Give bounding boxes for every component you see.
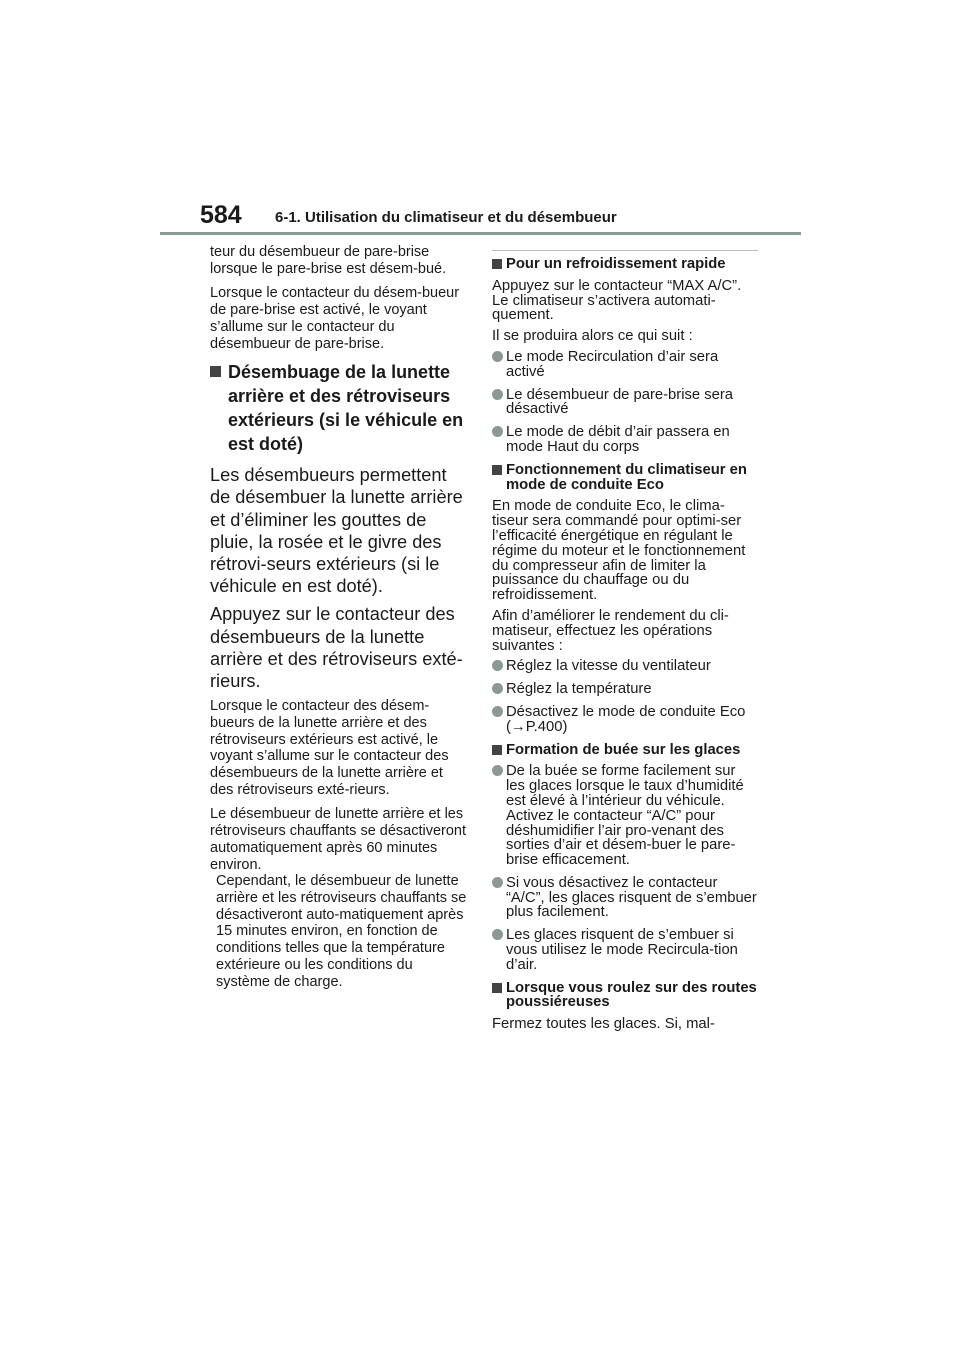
left-paragraph-6a: Le désembueur de lunette arrière et les rétroviseurs chauffants se désactiveront automatiquement après 60 minutes environ. (210, 806, 467, 873)
left-paragraph-6b: Cependant, le désembueur de lunette arrière et les rétroviseurs chauffants se désactiveront auto-matiquement après 15 minutes environ, en fonction de conditions telles que la température extérieure ou les conditions du système de charge. (216, 873, 467, 990)
square-bullet-icon (492, 259, 502, 269)
bullet-item (492, 682, 758, 697)
page-number: 584 (200, 201, 242, 229)
bullet-text: Les glaces risquent de s’embuer si vous utilisez le mode Recircula-tion d’air. (506, 927, 738, 973)
bullet-item (492, 876, 758, 920)
round-bullet-icon (492, 706, 503, 717)
square-bullet-icon (492, 465, 502, 475)
right-paragraph-1b: Le climatiseur s’activera automati-quement. (492, 292, 716, 324)
left-column (210, 244, 468, 998)
square-bullet-icon (492, 745, 502, 755)
square-bullet-icon (210, 366, 221, 377)
square-bullet-icon (492, 983, 502, 993)
left-paragraph-2: Lorsque le contacteur du désem-bueur de pare-brise est activé, le voyant s’allume sur le contacteur du désembueur de pare-brise. (210, 285, 460, 352)
round-bullet-icon (492, 426, 503, 437)
round-bullet-icon (492, 765, 503, 776)
left-heading (210, 360, 468, 456)
bullet-item (492, 350, 758, 380)
bullet-text: De la buée se forme facilement sur les glaces lorsque le taux d’humidité est élevé à l’intérieur du véhicule. Activez le contacteur “A/C” pour déshumidifier l’air pro-venant des sorties d’air et désem-buer le pare-brise efficacement. (506, 763, 744, 869)
left-heading-text: Désembuage de la lunette arrière et des rétroviseurs extérieurs (si le véhicule en est doté) (228, 362, 464, 455)
right-heading-2 (492, 463, 758, 493)
right-paragraph-3: Il se produira alors ce qui suit : (492, 328, 693, 345)
bullet-text: Désactivez le mode de conduite Eco (→P.400) (506, 703, 746, 735)
bullet-text: Réglez la température (506, 681, 652, 698)
right-heading-3-text: Formation de buée sur les glaces (506, 741, 741, 758)
right-paragraph-6: Fermez toutes les glaces. Si, mal- (492, 1016, 715, 1033)
right-paragraph-4: En mode de conduite Eco, le clima-tiseur sera commandé pour optimi-ser l’efficacité énergétique en régulant le régime du moteur et le fonctionnement du compresseur afin de limiter la puissance du chauffage ou du refroidissement. (492, 498, 746, 604)
bullet-item (492, 705, 758, 735)
round-bullet-icon (492, 929, 503, 940)
round-bullet-icon (492, 389, 503, 400)
section-title: 6-1. Utilisation du climatiseur et du désembueur (275, 209, 617, 226)
bullet-item (492, 928, 758, 972)
right-heading-4 (492, 981, 758, 1011)
right-heading-1-text: Pour un refroidissement rapide (506, 256, 726, 272)
round-bullet-icon (492, 351, 503, 362)
right-heading-2-text: Fonctionnement du climatiseur en mode de conduite Eco (506, 461, 747, 493)
bullet-text: Le désembueur de pare-brise sera désactivé (506, 386, 734, 418)
column-rule (492, 250, 758, 251)
left-paragraph-4: Appuyez sur le contacteur des désembueurs de la lunette arrière et des rétroviseurs exté-rieurs. (210, 604, 463, 692)
bullet-item (492, 425, 758, 455)
bullet-text: Le mode Recirculation d’air sera activé (506, 348, 719, 380)
bullet-text: Réglez la vitesse du ventilateur (506, 658, 711, 675)
bullet-item (492, 764, 758, 868)
right-paragraph-5: Afin d’améliorer le rendement du cli-matiseur, effectuez les opérations suivantes : (492, 607, 729, 654)
bullet-text: Le mode de débit d’air passera en mode Haut du corps (506, 424, 730, 455)
right-paragraph-1a: Appuyez sur le contacteur “MAX A/C”. (492, 277, 742, 294)
right-paragraph-1 (492, 279, 758, 323)
round-bullet-icon (492, 660, 503, 671)
bullet-item (492, 659, 758, 674)
left-paragraph-6 (210, 806, 468, 990)
right-heading-1 (492, 257, 758, 272)
left-paragraph-1: teur du désembueur de pare-brise lorsque le pare-brise est désem-bué. (210, 244, 447, 277)
right-heading-4-text: Lorsque vous roulez sur des routes poussiéreuses (506, 979, 757, 1011)
header-rule (160, 232, 801, 235)
left-paragraph-5: Lorsque le contacteur des désem-bueurs de la lunette arrière et des rétroviseurs extérieurs est activé, le voyant s’allume sur le contacteur des désembueurs de la lunette arrière et des rétroviseurs exté-rieurs. (210, 698, 449, 798)
bullet-item (492, 388, 758, 418)
bullet-text: Si vous désactivez le contacteur “A/C”, les glaces risquent de s’embuer plus facilement. (506, 874, 757, 921)
left-paragraph-3: Les désembueurs permettent de désembuer la lunette arrière et d’éliminer les gouttes de pluie, la rosée et le givre des rétrovi-seurs extérieurs (si le véhicule en est doté). (210, 465, 463, 597)
right-heading-3 (492, 743, 758, 758)
round-bullet-icon (492, 877, 503, 888)
round-bullet-icon (492, 683, 503, 694)
right-column (492, 250, 758, 1038)
